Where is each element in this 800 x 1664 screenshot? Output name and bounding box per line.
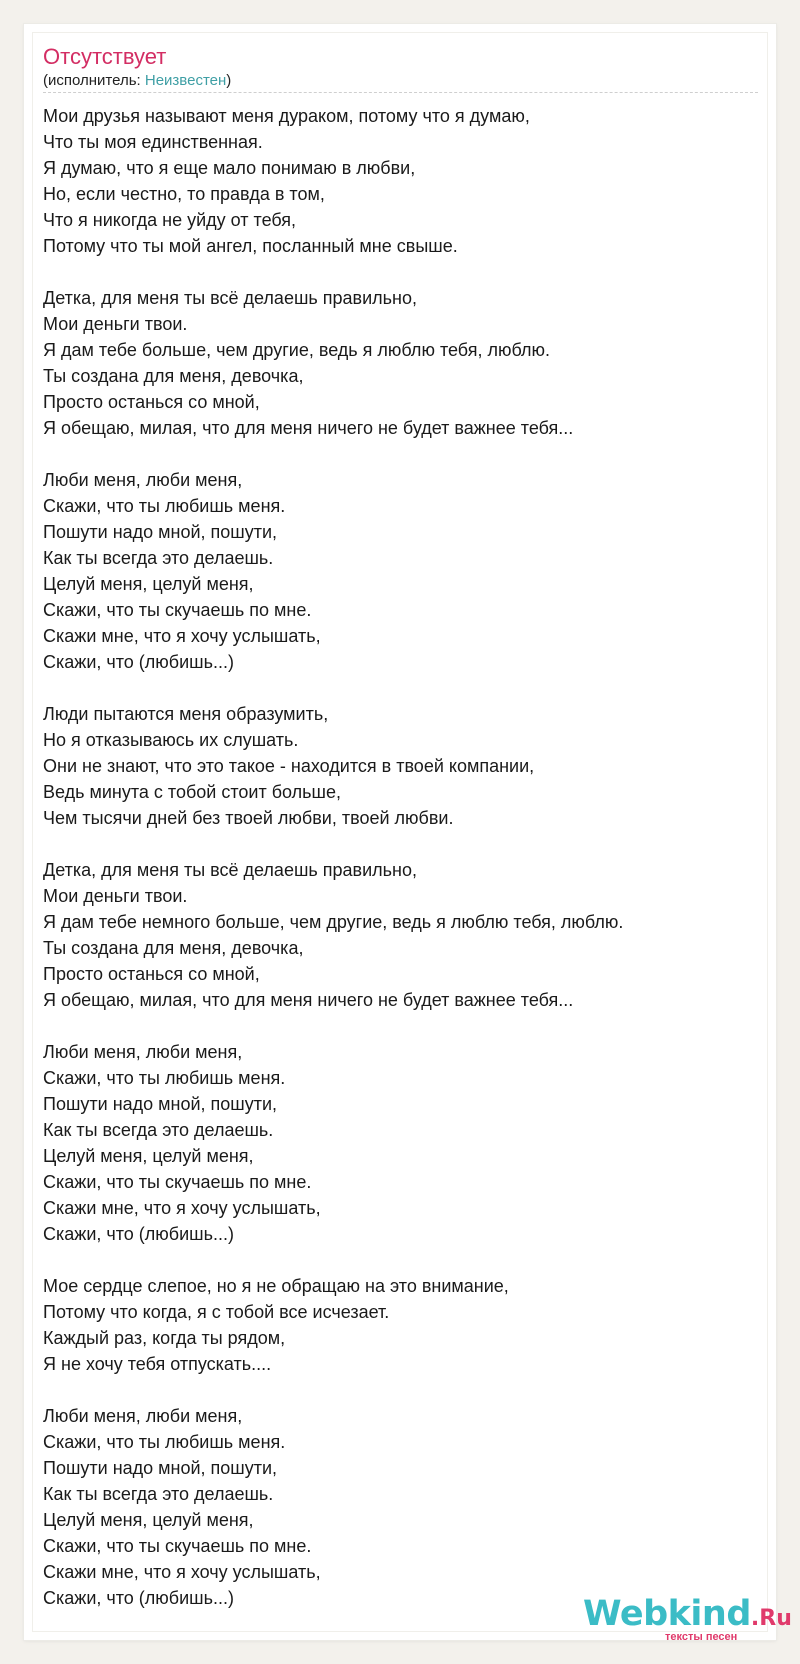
lyrics-stanza: [43, 857, 758, 1013]
lyric-line: Скажи, что ты скучаешь по мне.: [43, 1536, 312, 1556]
lyric-line: Что ты моя единственная.: [43, 132, 263, 152]
lyric-line: Как ты всегда это делаешь.: [43, 548, 274, 568]
lyric-line: Но, если честно, то правда в том,: [43, 184, 325, 204]
lyrics-stanza: [43, 285, 758, 441]
lyric-line: Потому что когда, я с тобой все исчезает.: [43, 1302, 390, 1322]
lyric-line: Люби меня, люби меня,: [43, 1406, 243, 1426]
lyric-line: Целуй меня, целуй меня,: [43, 1510, 254, 1530]
artist-suffix: ): [226, 72, 232, 89]
artist-line: [43, 72, 231, 90]
lyric-line: Скажи, что (любишь...): [43, 1588, 234, 1608]
lyric-line: Я дам тебе больше, чем другие, ведь я люблю тебя, люблю.: [43, 340, 550, 360]
site-logo[interactable]: [583, 1594, 792, 1634]
lyrics-stanza: [43, 467, 758, 675]
lyric-line: Ты создана для меня, девочка,: [43, 938, 304, 958]
lyrics-body: [43, 103, 758, 1637]
lyric-line: Мои друзья называют меня дураком, потому что я думаю,: [43, 106, 530, 126]
lyric-line: Целуй меня, целуй меня,: [43, 574, 254, 594]
lyric-line: Скажи, что ты скучаешь по мне.: [43, 600, 312, 620]
lyric-line: Люби меня, люби меня,: [43, 470, 243, 490]
lyric-line: Я думаю, что я еще мало понимаю в любви,: [43, 158, 416, 178]
lyric-line: Потому что ты мой ангел, посланный мне свыше.: [43, 236, 458, 256]
lyric-line: Ведь минута с тобой стоит больше,: [43, 782, 341, 802]
lyric-line: Скажи, что ты любишь меня.: [43, 1068, 286, 1088]
lyric-line: Мои деньги твои.: [43, 886, 188, 906]
song-title: Отсутствует: [43, 44, 167, 69]
lyric-line: Как ты всегда это делаешь.: [43, 1484, 274, 1504]
lyric-line: Как ты всегда это делаешь.: [43, 1120, 274, 1140]
lyric-line: Каждый раз, когда ты рядом,: [43, 1328, 286, 1348]
lyric-line: Детка, для меня ты всё делаешь правильно,: [43, 288, 417, 308]
lyrics-stanza: [43, 1273, 758, 1377]
lyric-line: Скажи, что ты любишь меня.: [43, 496, 286, 516]
lyric-line: Детка, для меня ты всё делаешь правильно,: [43, 860, 417, 880]
lyric-line: Мои деньги твои.: [43, 314, 188, 334]
lyric-line: Они не знают, что это такое - находится в твоей компании,: [43, 756, 535, 776]
logo-tagline: тексты песен: [665, 1631, 738, 1643]
lyric-line: Скажи мне, что я хочу услышать,: [43, 1198, 321, 1218]
lyric-line: Я не хочу тебя отпускать....: [43, 1354, 272, 1374]
lyric-line: Скажи мне, что я хочу услышать,: [43, 1562, 321, 1582]
title-divider: [43, 92, 758, 93]
lyric-line: Мое сердце слепое, но я не обращаю на это внимание,: [43, 1276, 509, 1296]
lyric-line: Пошути надо мной, пошути,: [43, 1094, 278, 1114]
lyric-line: Но я отказываюсь их слушать.: [43, 730, 299, 750]
lyrics-stanza: [43, 103, 758, 259]
lyric-line: Просто останься со мной,: [43, 392, 260, 412]
lyric-line: Я обещаю, милая, что для меня ничего не будет важнее тебя...: [43, 418, 574, 438]
lyric-line: Скажи, что (любишь...): [43, 652, 234, 672]
lyric-line: Скажи, что ты любишь меня.: [43, 1432, 286, 1452]
lyric-line: Целуй меня, целуй меня,: [43, 1146, 254, 1166]
lyric-line: Пошути надо мной, пошути,: [43, 522, 278, 542]
lyric-line: Чем тысячи дней без твоей любви, твоей любви.: [43, 808, 454, 828]
artist-prefix: (исполнитель:: [43, 72, 145, 89]
artist-link[interactable]: Неизвестен: [144, 72, 227, 89]
lyric-line: Скажи, что (любишь...): [43, 1224, 234, 1244]
lyric-line: Скажи, что ты скучаешь по мне.: [43, 1172, 312, 1192]
lyric-line: Скажи мне, что я хочу услышать,: [43, 626, 321, 646]
lyric-line: Пошути надо мной, пошути,: [43, 1458, 278, 1478]
lyric-line: Что я никогда не уйду от тебя,: [43, 210, 297, 230]
lyric-line: Ты создана для меня, девочка,: [43, 366, 304, 386]
lyrics-stanza: [43, 701, 758, 831]
lyric-line: Люби меня, люби меня,: [43, 1042, 243, 1062]
lyrics-stanza: [43, 1039, 758, 1247]
lyric-line: Я дам тебе немного больше, чем другие, ведь я люблю тебя, люблю.: [43, 912, 624, 932]
logo-tld-text: .Ru: [750, 1606, 792, 1631]
lyric-line: Я обещаю, милая, что для меня ничего не будет важнее тебя...: [43, 990, 574, 1010]
lyric-line: Просто останься со мной,: [43, 964, 260, 984]
lyric-line: Люди пытаются меня образумить,: [43, 704, 329, 724]
lyrics-stanza: [43, 1403, 758, 1611]
logo-main-text: Webkind: [583, 1594, 751, 1634]
